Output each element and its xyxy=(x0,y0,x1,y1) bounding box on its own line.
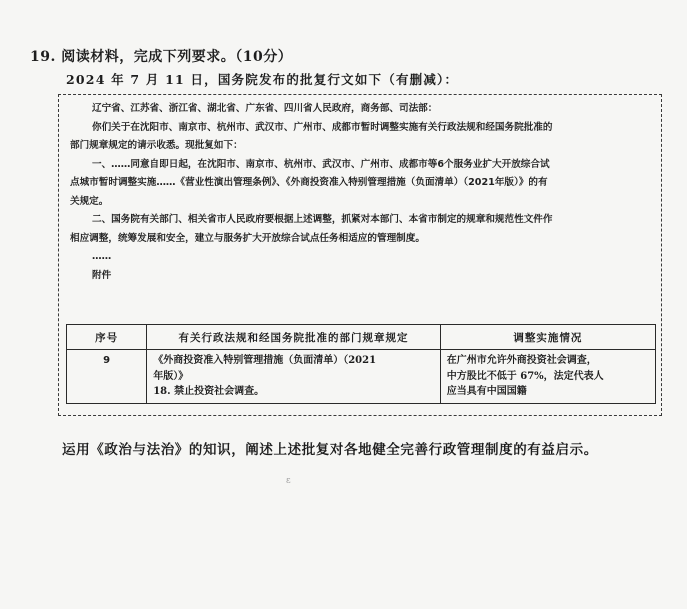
row-regulation xyxy=(147,350,441,404)
attachment-label: 附件 xyxy=(92,269,112,281)
header-adjustment: 调整实施情况 xyxy=(440,325,655,350)
adjustment-line: 在广州市允许外商投资社会调查， xyxy=(446,355,597,366)
addressees: 辽宁省、江苏省、浙江省、湖北省、广东省、四川省人民政府，商务部、司法部： xyxy=(92,103,438,114)
ellipsis: …… xyxy=(92,251,112,262)
question-intro: 2024 年 7 月 11 日，国务院发布的批复行文如下（有删减）： xyxy=(66,72,459,87)
attachment-table xyxy=(66,324,656,404)
adjustment-line: 应当具有中国国籍 xyxy=(446,386,527,397)
table-header-row xyxy=(67,325,656,350)
approval-document xyxy=(70,100,655,285)
row-number: 9 xyxy=(67,350,147,404)
item-1-line: 点城市暂时调整实施……《营业性演出管理条例》、《外商投资准入特别管理措施（负面清单）（2021年版）》的有 xyxy=(70,177,548,188)
question-task: 运用《政治与法治》的知识，阐述上述批复对各地健全完善行政管理制度的有益启示。 xyxy=(62,442,598,458)
item-2-line: 二、国务院有关部门、相关省市人民政府要根据上述调整，抓紧对本部门、本省市制定的规章和规范性文件作 xyxy=(92,214,553,225)
item-1-line: 一、……同意自即日起，在沈阳市、南京市、杭州市、武汉市、广州市、成都市等6个服务业扩大开放综合试 xyxy=(92,158,550,170)
item-2-line: 相应调整，统筹发展和安全，建立与服务扩大开放综合试点任务相适应的管理制度。 xyxy=(70,232,425,244)
regulation-line: 18. 禁止投资社会调查。 xyxy=(153,386,265,397)
header-regulation: 有关行政法规和经国务院批准的部门规章规定 xyxy=(147,325,441,350)
item-1-line: 关规定。 xyxy=(70,195,109,207)
question-title: 19. 阅读材料，完成下列要求。（10分） xyxy=(30,49,293,65)
regulation-line: 年版）》 xyxy=(153,370,189,382)
adjustment-line: 中方股比不低于 67%，法定代表人 xyxy=(446,370,604,382)
row-adjustment xyxy=(440,350,655,404)
regulation-line: 《外商投资准入特别管理措施（负面清单）（2021 xyxy=(153,355,377,366)
opening-paragraph-line: 部门规章规定的请示收悉。现批复如下： xyxy=(70,140,243,151)
stray-pen-mark: ε xyxy=(286,476,291,486)
opening-paragraph-line: 你们关于在沈阳市、南京市、杭州市、武汉市、广州市、成都市暂时调整实施有关行政法规和经国务院批准的 xyxy=(92,121,553,133)
table-row xyxy=(67,350,656,404)
header-number: 序号 xyxy=(67,325,147,350)
